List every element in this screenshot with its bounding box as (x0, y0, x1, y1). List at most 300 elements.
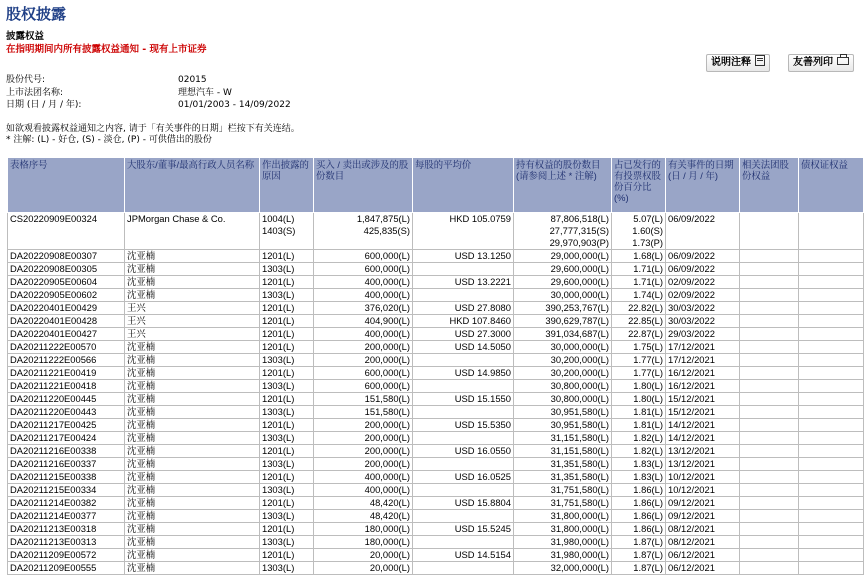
debenture-interest (799, 549, 864, 562)
reason-code: 1303(L) (260, 263, 314, 276)
debenture-interest (799, 289, 864, 302)
percentage: 1.77(L) (612, 367, 666, 380)
company-name: 理想汽车 - W (178, 87, 232, 98)
associated-interest (740, 263, 799, 276)
shares-held: 31,980,000(L) (514, 549, 612, 562)
associated-interest (740, 458, 799, 471)
shares-traded: 600,000(L) (314, 380, 413, 393)
shares-held: 30,200,000(L) (514, 367, 612, 380)
form-number-link[interactable]: DA20220905E00604 (8, 276, 125, 289)
associated-interest (740, 393, 799, 406)
form-number-link[interactable]: DA20211222E00570 (8, 341, 125, 354)
reason-code: 1303(L) (260, 380, 314, 393)
event-date-link[interactable]: 16/12/2021 (666, 367, 740, 380)
percentage: 22.82(L) (612, 302, 666, 315)
form-number-link[interactable]: DA20211213E00318 (8, 523, 125, 536)
shares-held: 32,000,000(L) (514, 562, 612, 575)
reason-code: 1201(L) (260, 393, 314, 406)
reason-code: 1201(L) (260, 250, 314, 263)
reason-code: 1303(L) (260, 562, 314, 575)
event-date-link[interactable]: 17/12/2021 (666, 341, 740, 354)
holder-name: 沈亚楠 (125, 445, 260, 458)
associated-interest (740, 302, 799, 315)
percentage: 1.83(L) (612, 458, 666, 471)
holder-name: 王兴 (125, 328, 260, 341)
reason-code: 1303(L) (260, 510, 314, 523)
percentage: 1.77(L) (612, 354, 666, 367)
holder-name: 沈亚楠 (125, 263, 260, 276)
form-number-link[interactable]: DA20220401E00427 (8, 328, 125, 341)
shares-traded: 400,000(L) (314, 328, 413, 341)
shares-held: 31,351,580(L) (514, 458, 612, 471)
form-number-link[interactable]: DA20220905E00602 (8, 289, 125, 302)
debenture-interest (799, 536, 864, 549)
shares-traded: 200,000(L) (314, 458, 413, 471)
associated-interest (740, 328, 799, 341)
avg-price: USD 13.1250 (413, 250, 514, 263)
associated-interest (740, 471, 799, 484)
holder-name: JPMorgan Chase & Co. (125, 213, 260, 250)
avg-price: USD 14.5154 (413, 549, 514, 562)
event-date-link[interactable]: 06/09/2022 (666, 263, 740, 276)
date-range-label: 日期 (日 / 月 / 年): (6, 100, 82, 110)
shares-held: 31,351,580(L) (514, 471, 612, 484)
form-number-link[interactable]: DA20211217E00425 (8, 419, 125, 432)
debenture-interest (799, 302, 864, 315)
shares-held: 30,951,580(L) (514, 419, 612, 432)
event-date-link[interactable]: 17/12/2021 (666, 354, 740, 367)
shares-held: 31,751,580(L) (514, 484, 612, 497)
holder-name: 王兴 (125, 302, 260, 315)
associated-interest (740, 289, 799, 302)
form-number-link[interactable]: DA20211213E00313 (8, 536, 125, 549)
table-row (8, 302, 864, 315)
reason-code: 1201(L) (260, 497, 314, 510)
avg-price (413, 562, 514, 575)
associated-interest (740, 523, 799, 536)
legend-line: * 注解: (L) - 好仓, (S) - 淡仓, (P) - 可供借出的股份 (6, 135, 212, 145)
percentage: 1.86(L) (612, 510, 666, 523)
avg-price: USD 15.8804 (413, 497, 514, 510)
holder-name: 沈亚楠 (125, 523, 260, 536)
debenture-interest (799, 419, 864, 432)
form-number-link[interactable]: DA20220908E00305 (8, 263, 125, 276)
event-date-link[interactable]: 30/03/2022 (666, 315, 740, 328)
table-row (8, 432, 864, 445)
shares-held-line: 87,806,518(L) (550, 213, 609, 224)
reason-code: 1201(L) (260, 523, 314, 536)
table-row (8, 354, 864, 367)
notes-button-label: 说明注释 (711, 57, 751, 68)
shares-traded: 200,000(L) (314, 445, 413, 458)
debenture-interest (799, 510, 864, 523)
shares-traded: 600,000(L) (314, 367, 413, 380)
event-date-link[interactable]: 02/09/2022 (666, 276, 740, 289)
event-date-link[interactable]: 14/12/2021 (666, 419, 740, 432)
table-row (8, 458, 864, 471)
percentage: 1.71(L) (612, 263, 666, 276)
associated-interest (740, 562, 799, 575)
form-number-link[interactable]: DA20211214E00382 (8, 497, 125, 510)
event-date-link[interactable]: 06/12/2021 (666, 562, 740, 575)
holder-name: 沈亚楠 (125, 510, 260, 523)
table-row (8, 419, 864, 432)
table-row (8, 213, 864, 250)
form-number-link[interactable]: DA20220908E00307 (8, 250, 125, 263)
associated-interest (740, 432, 799, 445)
event-date-link[interactable]: 14/12/2021 (666, 432, 740, 445)
reason-code: 1201(L) (260, 302, 314, 315)
form-number-link[interactable]: DA20211222E00566 (8, 354, 125, 367)
holder-name: 沈亚楠 (125, 380, 260, 393)
percentage: 1.87(L) (612, 536, 666, 549)
associated-interest (740, 406, 799, 419)
form-number-link[interactable]: DA20211215E00338 (8, 471, 125, 484)
reason-code: 1201(L) (260, 276, 314, 289)
header-event-date: 有关事件的日期(日 / 月 / 年) (666, 158, 740, 213)
table-row (8, 484, 864, 497)
holder-name: 沈亚楠 (125, 432, 260, 445)
percentage: 1.74(L) (612, 289, 666, 302)
shares-held: 30,951,580(L) (514, 406, 612, 419)
holder-name: 沈亚楠 (125, 393, 260, 406)
table-row (8, 497, 864, 510)
stock-code: 02015 (178, 75, 207, 85)
holder-name: 沈亚楠 (125, 484, 260, 497)
printer-icon (837, 57, 849, 65)
holder-name: 沈亚楠 (125, 419, 260, 432)
event-date-link[interactable]: 08/12/2021 (666, 536, 740, 549)
header-shares-held: 持有权益的股份数目(请参阅上述 * 注解) (514, 158, 612, 213)
table-row (8, 510, 864, 523)
event-date-link[interactable]: 08/12/2021 (666, 523, 740, 536)
avg-price: HKD 105.0759 (413, 213, 514, 250)
reason-code: 1201(L) (260, 315, 314, 328)
percentage: 22.87(L) (612, 328, 666, 341)
table-row (8, 562, 864, 575)
reason-code: 1303(L) (260, 354, 314, 367)
shares-held: 391,034,687(L) (514, 328, 612, 341)
document-icon (755, 55, 765, 66)
debenture-interest (799, 367, 864, 380)
avg-price (413, 289, 514, 302)
holder-name: 王兴 (125, 315, 260, 328)
avg-price (413, 432, 514, 445)
reason-code: 1303(L) (260, 458, 314, 471)
table-row (8, 536, 864, 549)
table-row (8, 328, 864, 341)
avg-price (413, 536, 514, 549)
table-row (8, 263, 864, 276)
shares-held: 29,600,000(L) (514, 276, 612, 289)
shares-traded: 400,000(L) (314, 276, 413, 289)
shares-traded: 20,000(L) (314, 562, 413, 575)
event-date-link[interactable]: 06/09/2022 (666, 250, 740, 263)
table-row (8, 367, 864, 380)
table-row (8, 393, 864, 406)
holder-name: 沈亚楠 (125, 341, 260, 354)
form-number-link[interactable]: CS20220909E00324 (8, 213, 125, 250)
avg-price: USD 14.5050 (413, 341, 514, 354)
reason-code: 1201(L) (260, 328, 314, 341)
form-number-link[interactable]: DA20211220E00443 (8, 406, 125, 419)
shares-held: 31,751,580(L) (514, 497, 612, 510)
reason-code: 1303(L) (260, 432, 314, 445)
shares-held: 30,800,000(L) (514, 393, 612, 406)
table-row (8, 315, 864, 328)
reason-code: 1201(L) (260, 549, 314, 562)
event-date-link[interactable]: 10/12/2021 (666, 471, 740, 484)
shares-held: 31,151,580(L) (514, 445, 612, 458)
form-number-link[interactable]: DA20220401E00428 (8, 315, 125, 328)
shares-traded-line: 1,847,875(L) (356, 213, 410, 224)
holder-name: 沈亚楠 (125, 549, 260, 562)
reason-code: 1303(L) (260, 289, 314, 302)
shares-traded: 48,420(L) (314, 510, 413, 523)
reason-code-line: 1403(S) (262, 225, 296, 236)
reason-code-line: 1004(L) (262, 213, 295, 224)
associated-interest (740, 380, 799, 393)
shares-traded: 151,580(L) (314, 393, 413, 406)
percentage: 1.81(L) (612, 406, 666, 419)
print-button[interactable] (788, 54, 854, 72)
percentage: 1.87(L) (612, 549, 666, 562)
form-number-link[interactable]: DA20211216E00337 (8, 458, 125, 471)
shares-traded: 404,900(L) (314, 315, 413, 328)
header-shares-traded: 买入 / 卖出或涉及的股份数目 (314, 158, 413, 213)
event-date-link[interactable]: 16/12/2021 (666, 380, 740, 393)
percentage-line: 1.60(S) (632, 225, 663, 236)
associated-interest (740, 536, 799, 549)
event-date-link[interactable]: 15/12/2021 (666, 406, 740, 419)
avg-price: USD 16.0525 (413, 471, 514, 484)
header-percentage: 占已发行的有投票权股份百分比(%) (612, 158, 666, 213)
shares-traded: 151,580(L) (314, 406, 413, 419)
shares-traded: 400,000(L) (314, 471, 413, 484)
shares-traded: 376,020(L) (314, 302, 413, 315)
form-number-link[interactable]: DA20211216E00338 (8, 445, 125, 458)
shares-held: 30,200,000(L) (514, 354, 612, 367)
reason-code: 1303(L) (260, 536, 314, 549)
form-number-link[interactable]: DA20220401E00429 (8, 302, 125, 315)
debenture-interest (799, 380, 864, 393)
debenture-interest (799, 393, 864, 406)
disclosure-table (7, 157, 864, 575)
shares-held: 390,253,767(L) (514, 302, 612, 315)
reason-code: 1303(L) (260, 484, 314, 497)
holder-name: 沈亚楠 (125, 354, 260, 367)
header-associated-interest: 相关法团股份权益 (740, 158, 799, 213)
percentage: 22.85(L) (612, 315, 666, 328)
shares-traded: 400,000(L) (314, 289, 413, 302)
avg-price (413, 484, 514, 497)
form-number-link[interactable]: DA20211217E00424 (8, 432, 125, 445)
reason-code: 1201(L) (260, 445, 314, 458)
associated-interest (740, 497, 799, 510)
shares-traded: 400,000(L) (314, 484, 413, 497)
avg-price (413, 354, 514, 367)
holder-name: 沈亚楠 (125, 367, 260, 380)
form-number-link[interactable]: DA20211209E00572 (8, 549, 125, 562)
reason-code: 1201(L) (260, 419, 314, 432)
percentage: 1.86(L) (612, 484, 666, 497)
notes-button[interactable] (706, 54, 770, 72)
associated-interest (740, 445, 799, 458)
percentage: 1.87(L) (612, 562, 666, 575)
date-range: 01/01/2003 - 14/09/2022 (178, 100, 291, 110)
shares-traded: 20,000(L) (314, 549, 413, 562)
event-date-link[interactable]: 13/12/2021 (666, 445, 740, 458)
shares-held: 29,600,000(L) (514, 263, 612, 276)
associated-interest (740, 367, 799, 380)
reason-code: 1201(L) (260, 471, 314, 484)
print-button-label: 友善列印 (793, 57, 833, 68)
shares-traded: 48,420(L) (314, 497, 413, 510)
shares-traded: 200,000(L) (314, 354, 413, 367)
percentage: 1.82(L) (612, 445, 666, 458)
table-row (8, 471, 864, 484)
instructions (6, 124, 300, 146)
shares-held: 31,800,000(L) (514, 523, 612, 536)
holder-name: 沈亚楠 (125, 458, 260, 471)
avg-price (413, 380, 514, 393)
shares-traded: 600,000(L) (314, 263, 413, 276)
debenture-interest (799, 458, 864, 471)
reason-code: 1303(L) (260, 406, 314, 419)
shares-traded (314, 213, 413, 250)
company-name-label: 上市法团名称: (6, 87, 64, 98)
shares-held: 29,000,000(L) (514, 250, 612, 263)
table-row (8, 289, 864, 302)
shares-traded: 600,000(L) (314, 250, 413, 263)
debenture-interest (799, 497, 864, 510)
event-date-link[interactable]: 13/12/2021 (666, 458, 740, 471)
form-number-link[interactable]: DA20211214E00377 (8, 510, 125, 523)
event-date-link[interactable]: 15/12/2021 (666, 393, 740, 406)
table-row (8, 549, 864, 562)
associated-interest (740, 484, 799, 497)
percentage: 1.75(L) (612, 341, 666, 354)
shares-held (514, 213, 612, 250)
avg-price: USD 15.1550 (413, 393, 514, 406)
percentage: 1.86(L) (612, 523, 666, 536)
event-date-link[interactable]: 06/09/2022 (666, 213, 740, 250)
percentage-line: 5.07(L) (633, 213, 663, 224)
shares-held: 31,800,000(L) (514, 510, 612, 523)
form-number-link[interactable]: DA20211209E00555 (8, 562, 125, 575)
table-row (8, 250, 864, 263)
percentage (612, 213, 666, 250)
debenture-interest (799, 484, 864, 497)
debenture-interest (799, 354, 864, 367)
event-date-link[interactable]: 30/03/2022 (666, 302, 740, 315)
shares-held: 31,151,580(L) (514, 432, 612, 445)
avg-price: USD 15.5350 (413, 419, 514, 432)
holder-name: 沈亚楠 (125, 536, 260, 549)
shares-held: 31,980,000(L) (514, 536, 612, 549)
shares-held: 30,000,000(L) (514, 341, 612, 354)
debenture-interest (799, 213, 864, 250)
percentage: 1.81(L) (612, 419, 666, 432)
form-number-link[interactable]: DA20211221E00418 (8, 380, 125, 393)
holder-name: 沈亚楠 (125, 406, 260, 419)
percentage: 1.71(L) (612, 276, 666, 289)
form-number-link[interactable]: DA20211221E00419 (8, 367, 125, 380)
debenture-interest (799, 471, 864, 484)
event-date-link[interactable]: 29/03/2022 (666, 328, 740, 341)
shares-traded: 180,000(L) (314, 536, 413, 549)
form-number-link[interactable]: DA20211220E00445 (8, 393, 125, 406)
shares-held: 30,000,000(L) (514, 289, 612, 302)
shares-traded-line: 425,835(S) (363, 225, 410, 236)
form-number-link[interactable]: DA20211215E00334 (8, 484, 125, 497)
header-holder-name: 大股东/董事/最高行政人员名称 (125, 158, 260, 213)
holder-name: 沈亚楠 (125, 497, 260, 510)
associated-interest (740, 213, 799, 250)
table-row (8, 523, 864, 536)
holder-name: 沈亚楠 (125, 250, 260, 263)
debenture-interest (799, 341, 864, 354)
reason-code (260, 213, 314, 250)
header-reason: 作出披露的原因 (260, 158, 314, 213)
percentage-line: 1.73(P) (632, 237, 663, 248)
page-subtitle: 披露权益 (6, 31, 45, 42)
event-date-link[interactable]: 02/09/2022 (666, 289, 740, 302)
event-date-link[interactable]: 09/12/2021 (666, 497, 740, 510)
debenture-interest (799, 328, 864, 341)
header-form-no: 表格序号 (8, 158, 125, 213)
shares-held-line: 27,777,315(S) (549, 225, 609, 236)
event-date-link[interactable]: 06/12/2021 (666, 549, 740, 562)
notice-text: 在指明期间内所有披露权益通知 - 现有上市证券 (6, 44, 207, 55)
table-row (8, 276, 864, 289)
event-date-link[interactable]: 09/12/2021 (666, 510, 740, 523)
avg-price: USD 15.5245 (413, 523, 514, 536)
instruction-line: 如欲观看披露权益通知之内容, 请于「有关事件的日期」栏按下有关连结。 (6, 124, 300, 134)
reason-code: 1201(L) (260, 367, 314, 380)
avg-price: HKD 107.8460 (413, 315, 514, 328)
percentage: 1.83(L) (612, 471, 666, 484)
debenture-interest (799, 562, 864, 575)
header-debenture-interest: 债权证权益 (799, 158, 864, 213)
shares-held: 30,800,000(L) (514, 380, 612, 393)
associated-interest (740, 315, 799, 328)
avg-price (413, 406, 514, 419)
debenture-interest (799, 315, 864, 328)
associated-interest (740, 419, 799, 432)
shares-traded: 200,000(L) (314, 419, 413, 432)
shares-traded: 200,000(L) (314, 432, 413, 445)
event-date-link[interactable]: 10/12/2021 (666, 484, 740, 497)
debenture-interest (799, 523, 864, 536)
associated-interest (740, 250, 799, 263)
debenture-interest (799, 276, 864, 289)
holder-name: 沈亚楠 (125, 562, 260, 575)
page-title: 股权披露 (6, 5, 67, 23)
avg-price: USD 13.2221 (413, 276, 514, 289)
associated-interest (740, 354, 799, 367)
avg-price (413, 263, 514, 276)
stock-info (6, 74, 291, 112)
table-row (8, 445, 864, 458)
associated-interest (740, 276, 799, 289)
stock-code-label: 股份代号: (6, 75, 46, 85)
holder-name: 沈亚楠 (125, 471, 260, 484)
shares-traded: 180,000(L) (314, 523, 413, 536)
avg-price (413, 510, 514, 523)
associated-interest (740, 510, 799, 523)
debenture-interest (799, 432, 864, 445)
